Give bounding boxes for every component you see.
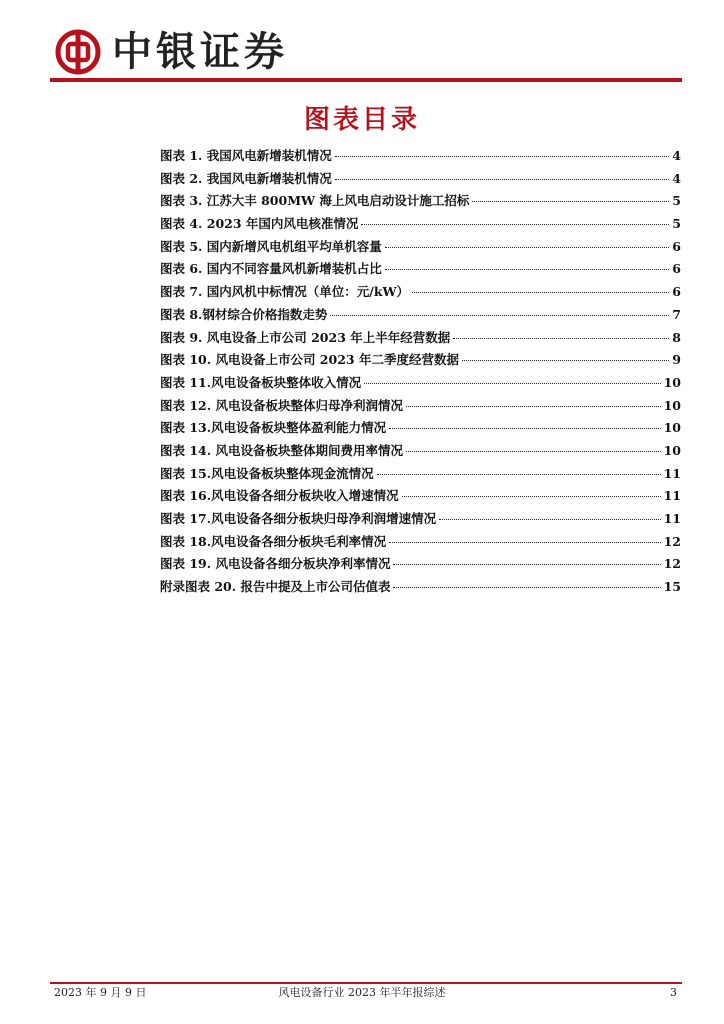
toc-dot-leader (472, 201, 669, 202)
toc-entry[interactable] (160, 236, 681, 259)
toc-entry-label: 图表 6. 国内不同容量风机新增装机占比 (160, 261, 382, 277)
toc-dot-leader (364, 383, 660, 384)
footer-report-title: 风电设备行业 2023 年半年报综述 (278, 986, 446, 999)
toc-dot-leader (393, 564, 660, 565)
toc-entry-page: 4 (672, 148, 681, 163)
toc-list (160, 145, 681, 599)
toc-dot-leader (406, 406, 661, 407)
toc-entry[interactable] (160, 485, 681, 508)
toc-entry-label: 图表 3. 江苏大丰 800MW 海上风电启动设计施工招标 (160, 193, 470, 209)
toc-entry-page: 7 (672, 306, 681, 322)
footer-date: 2023 年 9 月 9 日 (54, 986, 147, 999)
toc-entry[interactable] (160, 395, 681, 418)
toc-dot-leader (406, 451, 661, 452)
page-number: 3 (670, 986, 677, 999)
toc-entry-label: 图表 9. 风电设备上市公司 2023 年上半年经营数据 (160, 329, 451, 345)
toc-dot-leader (385, 269, 670, 270)
toc-entry-label: 图表 15.风电设备板块整体现金流情况 (160, 465, 374, 481)
bank-of-china-logo-icon (54, 28, 102, 76)
toc-dot-leader (385, 247, 670, 248)
toc-dot-leader (335, 156, 670, 157)
toc-dot-leader (330, 315, 669, 316)
toc-entry-page: 6 (672, 261, 681, 277)
toc-entry[interactable] (160, 531, 681, 554)
toc-dot-leader (389, 428, 660, 429)
toc-dot-leader (335, 179, 670, 180)
toc-entry-page: 6 (672, 284, 681, 300)
toc-entry-page: 15 (663, 579, 681, 595)
toc-dot-leader (402, 496, 661, 497)
brand-name: 中银证券 (112, 29, 288, 75)
toc-entry[interactable] (160, 145, 681, 168)
toc-entry-label: 图表 14. 风电设备板块整体期间费用率情况 (160, 442, 403, 458)
toc-entry[interactable] (160, 440, 681, 463)
toc-entry-label: 图表 18.风电设备各细分板块毛利率情况 (160, 533, 387, 549)
toc-entry[interactable] (160, 372, 681, 395)
toc-entry[interactable] (160, 508, 681, 531)
toc-entry[interactable] (160, 213, 681, 236)
toc-entry-page: 5 (672, 193, 681, 209)
toc-entry-label: 附录图表 20. 报告中提及上市公司估值表 (160, 579, 391, 595)
toc-entry-label: 图表 4. 2023 年国内风电核准情况 (160, 216, 359, 232)
toc-entry-label: 图表 1. 我国风电新增装机情况 (160, 148, 332, 163)
toc-entry[interactable] (160, 304, 681, 327)
toc-entry[interactable] (160, 463, 681, 486)
toc-entry[interactable] (160, 281, 681, 304)
toc-dot-leader (393, 587, 660, 588)
toc-dot-leader (462, 360, 669, 361)
toc-entry-page: 12 (663, 533, 681, 549)
toc-entry-label: 图表 13.风电设备板块整体盈利能力情况 (160, 420, 387, 436)
toc-entry[interactable] (160, 553, 681, 576)
toc-entry-page: 10 (663, 442, 681, 458)
toc-entry-page: 11 (663, 488, 681, 504)
toc-entry[interactable] (160, 576, 681, 599)
toc-entry-label: 图表 12. 风电设备板块整体归母净利润情况 (160, 397, 403, 413)
toc-entry-label: 图表 10. 风电设备上市公司 2023 年二季度经营数据 (160, 352, 459, 368)
toc-entry-page: 11 (663, 465, 681, 481)
toc-entry-page: 5 (672, 216, 681, 232)
header-divider (50, 78, 682, 82)
toc-entry-page: 12 (663, 556, 681, 572)
toc-title: 图表目录 (303, 105, 420, 135)
toc-entry-page: 10 (663, 420, 681, 436)
toc-dot-leader (412, 292, 669, 293)
footer-divider (50, 982, 682, 984)
toc-entry-label: 图表 17.风电设备各细分板块归母净利润增速情况 (160, 511, 437, 526)
toc-entry-label: 图表 16.风电设备各细分板块收入增速情况 (160, 488, 399, 504)
toc-entry[interactable] (160, 417, 681, 440)
toc-entry[interactable] (160, 327, 681, 350)
toc-entry-label: 图表 7. 国内风机中标情况（单位：元/kW） (160, 284, 410, 300)
toc-entry-page: 10 (663, 374, 681, 390)
toc-entry-label: 图表 8.钢材综合价格指数走势 (160, 306, 328, 322)
toc-entry-page: 11 (663, 511, 681, 526)
toc-dot-leader (453, 338, 669, 339)
toc-entry-page: 10 (663, 397, 681, 413)
toc-dot-leader (389, 542, 660, 543)
toc-entry[interactable] (160, 258, 681, 281)
toc-dot-leader (361, 224, 669, 225)
toc-entry[interactable] (160, 349, 681, 372)
toc-entry-label: 图表 11.风电设备板块整体收入情况 (160, 374, 362, 390)
toc-entry-page: 9 (672, 352, 681, 368)
toc-entry-label: 图表 2. 我国风电新增装机情况 (160, 170, 332, 186)
toc-dot-leader (439, 519, 660, 520)
toc-entry-page: 8 (672, 329, 681, 345)
toc-entry[interactable] (160, 168, 681, 191)
toc-dot-leader (377, 474, 661, 475)
toc-entry[interactable] (160, 190, 681, 213)
toc-entry-label: 图表 5. 国内新增风电机组平均单机容量 (160, 238, 382, 254)
toc-entry-page: 6 (672, 238, 681, 254)
toc-entry-page: 4 (672, 170, 681, 186)
toc-entry-label: 图表 19. 风电设备各细分板块净利率情况 (160, 556, 391, 572)
